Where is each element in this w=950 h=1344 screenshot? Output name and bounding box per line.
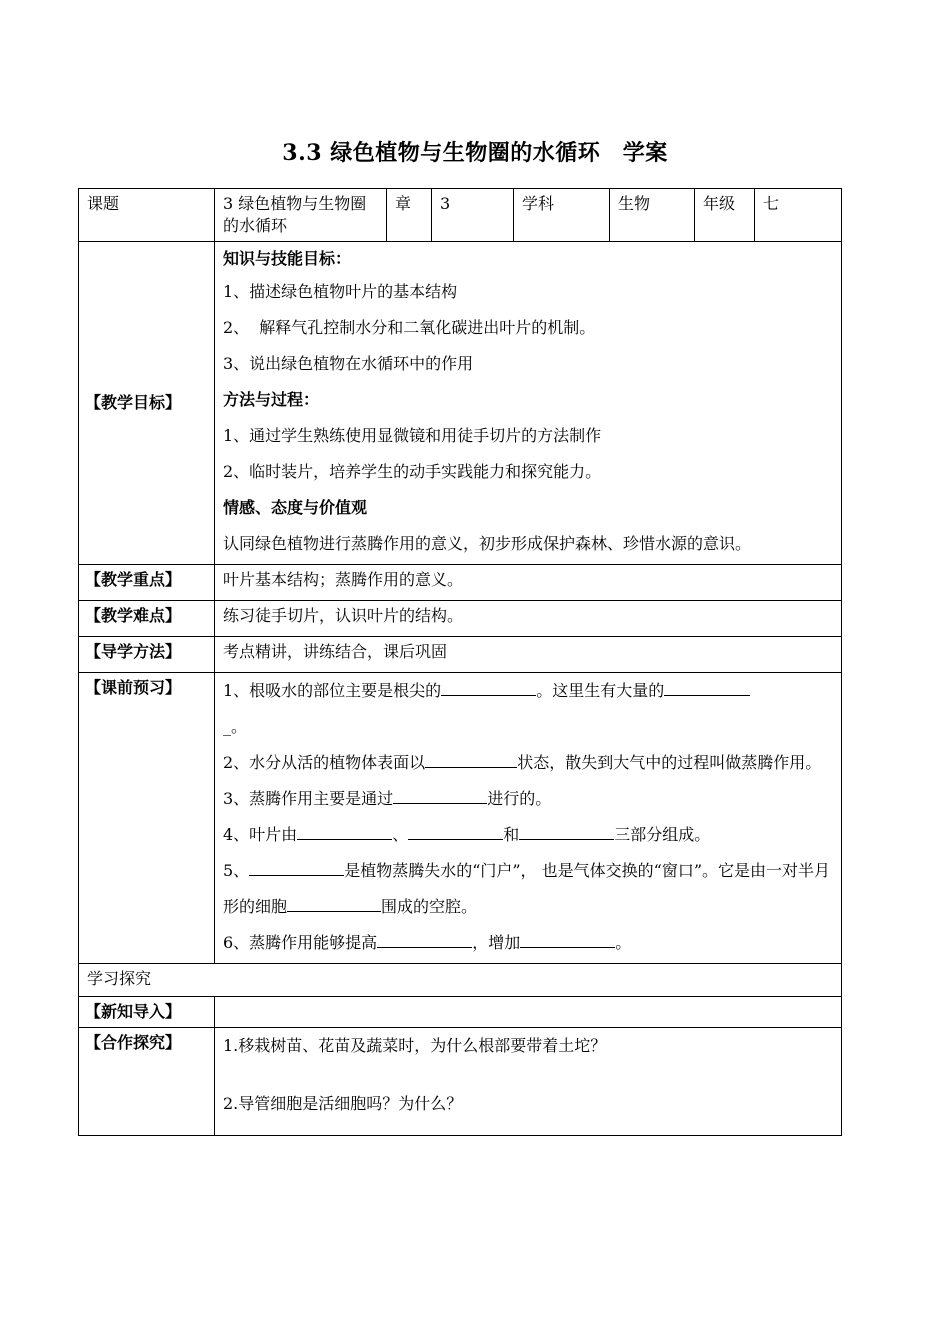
difficulty-text: 练习徒手切片，认识叶片的结构。 [215, 601, 842, 637]
cooperation-q2: 2.导管细胞是活细胞吗？为什么？ [223, 1094, 463, 1113]
key-point-text: 叶片基本结构；蒸腾作用的意义。 [215, 565, 842, 601]
lesson-plan-table [78, 188, 842, 1136]
preview-q4: 4、叶片由 、 和 三部分组成。 [223, 817, 833, 853]
difficulty-label: 【教学难点】 [79, 601, 215, 637]
goals-row [79, 242, 842, 565]
discipline-label: 学科 [514, 189, 610, 242]
cooperation-row [79, 1028, 842, 1136]
discipline-value: 生物 [610, 189, 695, 242]
blank [519, 821, 614, 840]
subject-label: 课题 [79, 189, 215, 242]
blank [249, 857, 344, 876]
key-point-row [79, 565, 842, 601]
blank [297, 821, 392, 840]
goals-content [215, 242, 842, 565]
preview-q6: 6、蒸腾作用能够提高 ，增加 。 [223, 925, 833, 961]
method-heading: 方法与过程： [223, 390, 320, 409]
knowledge-item-2-text: 解释气孔控制水分和二氧化碳进出叶片的机制。 [259, 318, 596, 337]
knowledge-heading: 知识与技能目标： [223, 249, 352, 268]
preview-label: 【课前预习】 [79, 673, 215, 964]
method-row [79, 637, 842, 673]
method-label: 【导学方法】 [79, 637, 215, 673]
goals-label: 【教学目标】 [79, 242, 215, 565]
preview-content [215, 673, 842, 964]
grade-value: 七 [755, 189, 842, 242]
knowledge-item-1: 1、描述绿色植物叶片的基本结构 [223, 282, 458, 301]
page-title: 3.3 绿色植物与生物圈的水循环 学案 [282, 140, 668, 166]
preview-q1-end: _。 [223, 717, 248, 736]
cooperation-label: 【合作探究】 [79, 1028, 215, 1136]
cooperation-q1: 1.移栽树苗、花苗及蔬菜时，为什么根部要带着土坨？ [223, 1036, 607, 1055]
emotion-text: 认同绿色植物进行蒸腾作用的意义，初步形成保护森林、珍惜水源的意识。 [223, 534, 752, 553]
method-item-2: 2、临时装片，培养学生的动手实践能力和探究能力。 [223, 462, 602, 481]
new-knowledge-row [79, 997, 842, 1028]
preview-q1: 1、根吸水的部位主要是根尖的 。这里生有大量的 [223, 673, 833, 709]
preview-q2: 2、水分从活的植物体表面以 状态，散失到大气中的过程叫做蒸腾作用。 [223, 745, 833, 781]
explore-section-label: 学习探究 [79, 964, 842, 997]
blank [664, 677, 750, 696]
knowledge-item-2-prefix: 2、 [223, 318, 250, 337]
header-row [79, 189, 842, 242]
method-item-1: 1、通过学生熟练使用显微镜和用徒手切片的方法制作 [223, 426, 602, 445]
key-point-label: 【教学重点】 [79, 565, 215, 601]
preview-q5: 5、 是植物蒸腾失水的“门户”， 也是气体交换的“窗口”。它是由一对半月形的细胞 围成的空腔。 [223, 853, 833, 925]
blank [377, 929, 472, 948]
new-knowledge-text [215, 997, 842, 1028]
preview-q3: 3、蒸腾作用主要是通过 进行的。 [223, 781, 833, 817]
chapter-label: 章 [387, 189, 432, 242]
method-text: 考点精讲，讲练结合，课后巩固 [215, 637, 842, 673]
grade-label: 年级 [695, 189, 755, 242]
subject-value: 3 绿色植物与生物圈的水循环 [215, 189, 387, 242]
chapter-value: 3 [432, 189, 514, 242]
blank [520, 929, 615, 948]
new-knowledge-label: 【新知导入】 [79, 997, 215, 1028]
blank [393, 785, 487, 804]
knowledge-item-3: 3、说出绿色植物在水循环中的作用 [223, 354, 474, 373]
preview-row [79, 673, 842, 964]
emotion-heading: 情感、态度与价值观 [223, 498, 368, 517]
blank [287, 893, 381, 912]
blank [425, 749, 517, 768]
difficulty-row [79, 601, 842, 637]
blank [408, 821, 503, 840]
knowledge-item-2 [223, 310, 833, 346]
explore-row [79, 964, 842, 997]
blank [441, 677, 536, 696]
cooperation-content [215, 1028, 842, 1136]
